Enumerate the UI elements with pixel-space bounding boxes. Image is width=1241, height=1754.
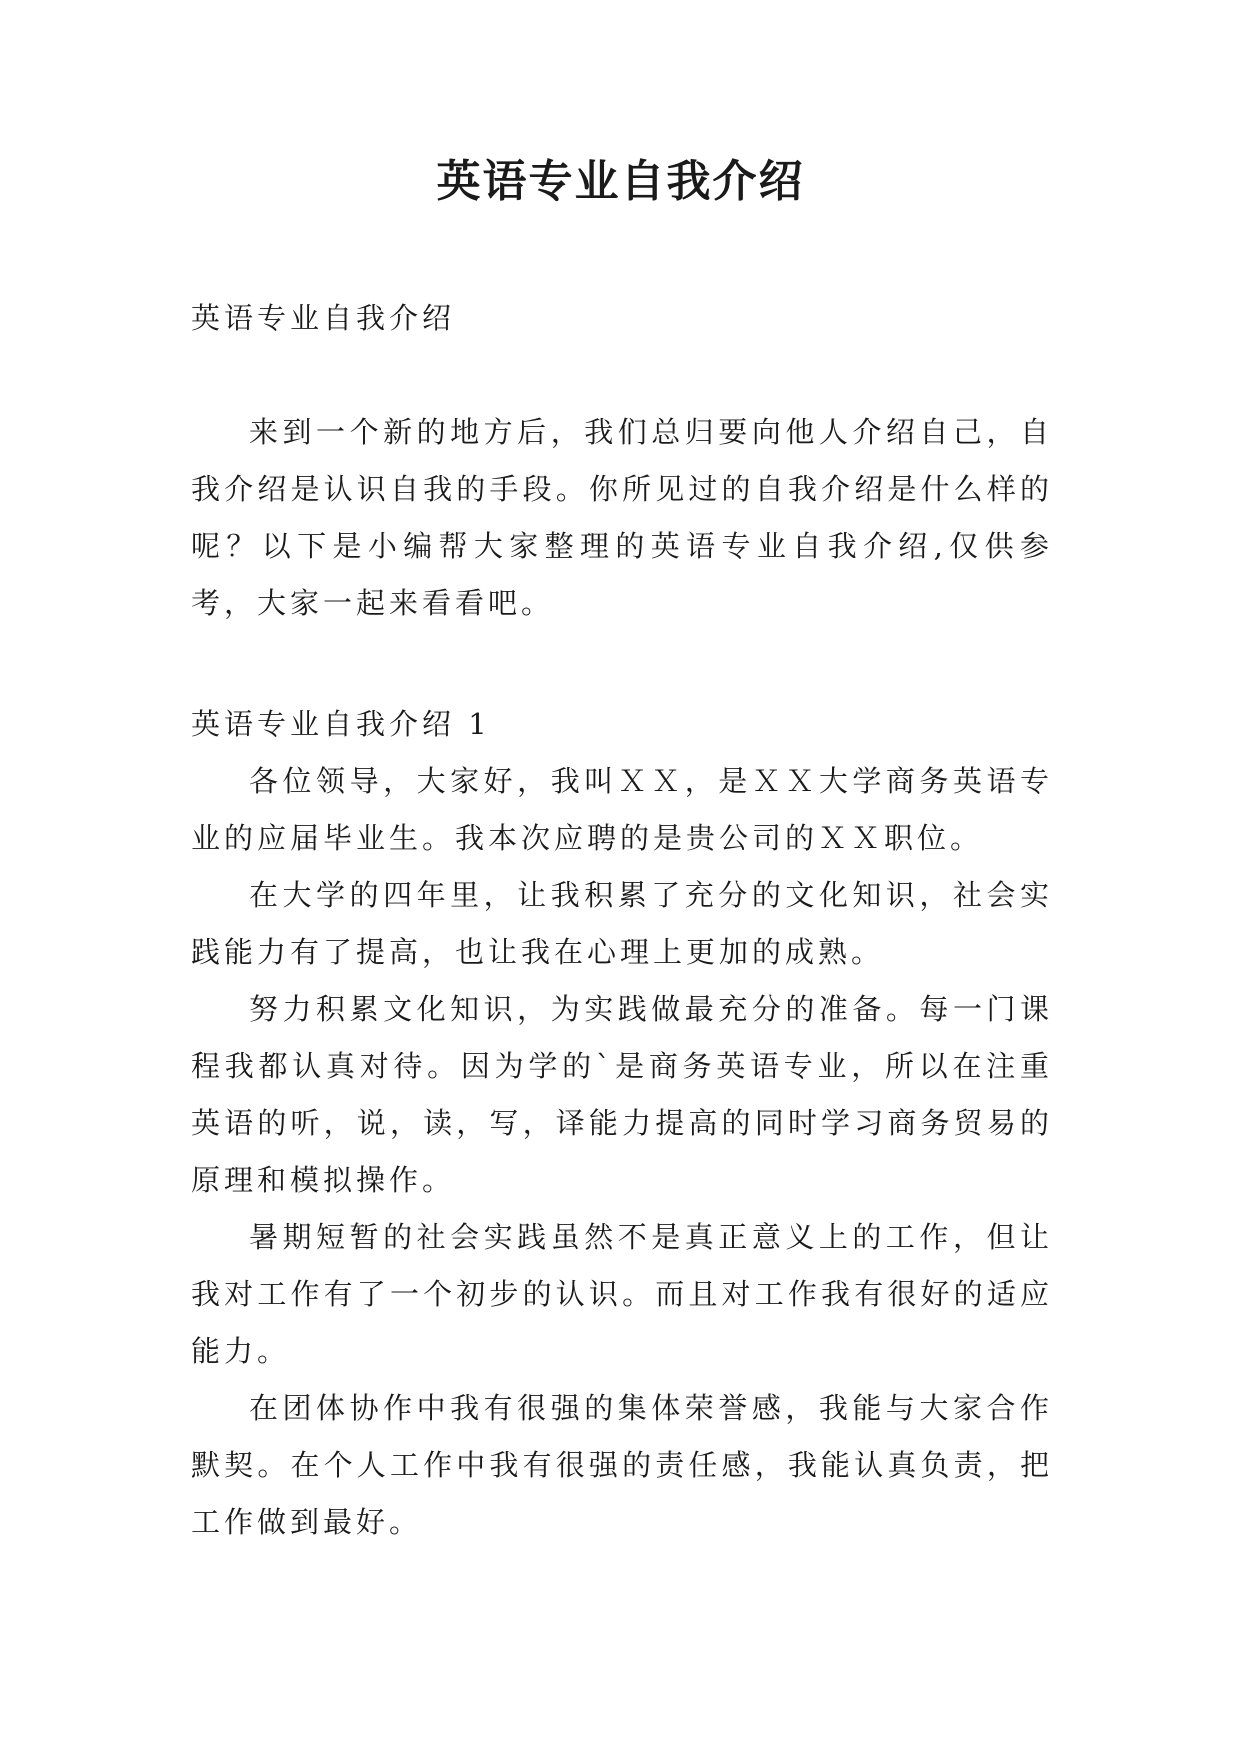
document-title: 英语专业自我介绍 xyxy=(436,156,805,207)
document-subtitle: 英语专业自我介绍 xyxy=(191,301,456,335)
section-body xyxy=(191,753,1053,1551)
intro-paragraph: 来到一个新的地方后，我们总归要向他人介绍自己，自我介绍是认识自我的手段。你所见过的自我介绍是什么样的呢？以下是小编帮大家整理的英语专业自我介绍,仅供参考，大家一起来看看吧。 xyxy=(191,415,1053,620)
paragraph: 暑期短暂的社会实践虽然不是真正意义上的工作，但让我对工作有了一个初步的认识。而且对工作我有很好的适应能力。 xyxy=(191,1220,1053,1368)
paragraph: 在团体协作中我有很强的集体荣誉感，我能与大家合作默契。在个人工作中我有很强的责任感，我能认真负责，把工作做到最好。 xyxy=(191,1391,1053,1539)
paragraph: 各位领导，大家好，我叫ＸＸ，是ＸＸ大学商务英语专业的应届毕业生。我本次应聘的是贵公司的ＸＸ职位。 xyxy=(191,764,1053,855)
section-heading: 英语专业自我介绍 1 xyxy=(191,707,491,741)
paragraph: 在大学的四年里，让我积累了充分的文化知识，社会实践能力有了提高，也让我在心理上更加的成熟。 xyxy=(191,878,1053,969)
paragraph: 努力积累文化知识，为实践做最充分的准备。每一门课程我都认真对待。因为学的`是商务英语专业，所以在注重英语的听，说，读，写，译能力提高的同时学习商务贸易的原理和模拟操作。 xyxy=(191,992,1053,1197)
